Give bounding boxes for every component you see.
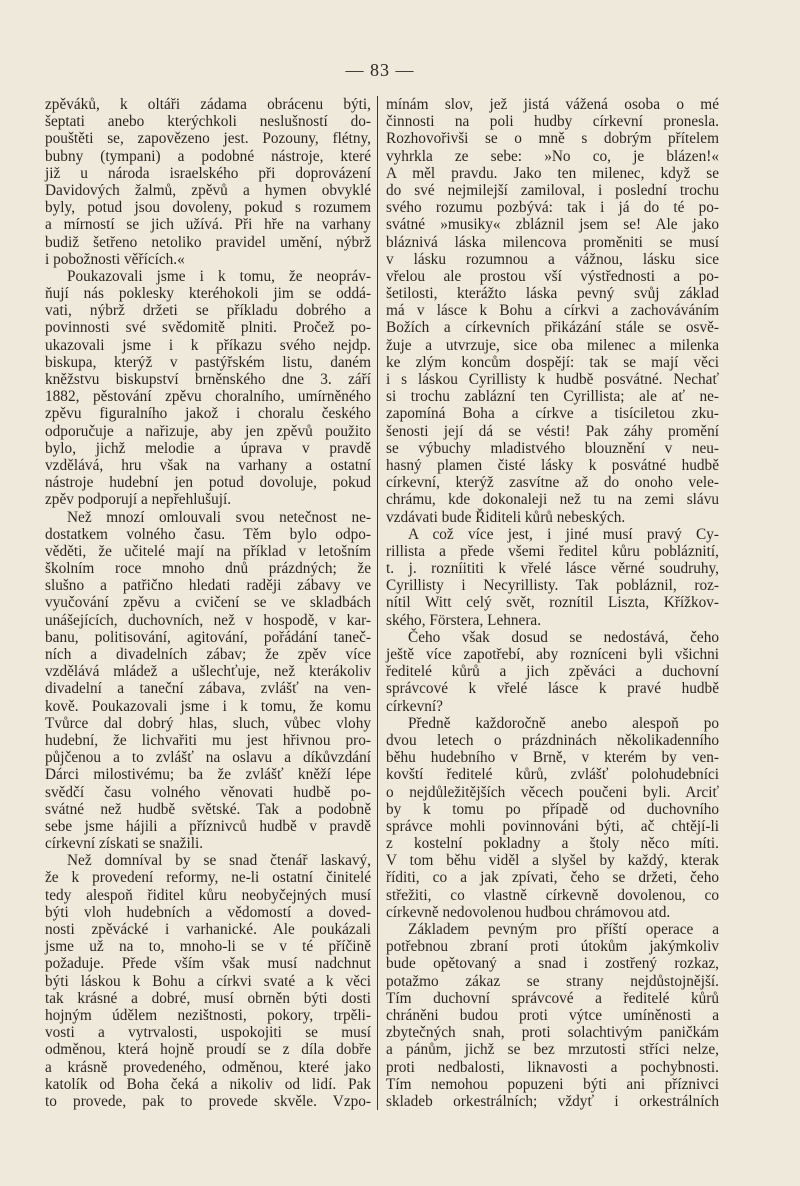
text-line: svého rozumu pozbývá: tak i já do té po-: [386, 199, 719, 217]
text-line: zpěv podporují a nepřehlušují.: [45, 491, 232, 509]
text-line: bylo, jichž melodie a úprava v pravdě: [45, 439, 371, 457]
text-line: vřelou ale prostou vší výstřednosti a po-: [386, 267, 719, 285]
text-line: proti nedbalosti, liknavosti a pochybnosti.: [386, 1058, 719, 1076]
page-number: — 83 —: [345, 60, 415, 80]
text-line: nítil Witt celý svět, roznítil Liszta, Křížkov-: [386, 594, 719, 612]
text-line: sebe jsme hájili a příznivců hudbě v pravdě: [45, 817, 371, 835]
text-line: by k tomu po případě od duchovního: [386, 800, 719, 818]
text-line: zbytečných snah, proti solachtivým paničkám: [386, 1024, 719, 1042]
text-line: o nejdůležitějších věcech poučeni byli. Arciť: [386, 783, 719, 801]
text-line: vzdělává, hru však na varhany a ostatní: [45, 456, 371, 474]
text-line: že k provedení reformy, ne-li ostatní činitelé: [45, 869, 371, 887]
text-line: církevní, kterýž zasvítne až do onoho vele-: [386, 474, 719, 492]
text-line: do své nejmilejší zamiloval, i poslední trochu: [386, 181, 719, 199]
text-line: ještě více zapotřebí, aby rozníceni byli všichni: [386, 646, 719, 663]
text-line: nástroje hudební jen potud dovoluje, pokud: [45, 474, 371, 492]
text-line: ňují nás poklesky kteréhokoli jim se oddá-: [45, 285, 371, 303]
text-line: tak krásné a dobré, musí obrněn býti dosti: [45, 989, 371, 1007]
paragraph: [45, 268, 371, 509]
text-line: odporučuje a nařizuje, aby jen zpěvů použito: [45, 422, 371, 440]
text-line: šetilosti, kterážto láska pevný svůj základ: [386, 285, 719, 303]
text-line: odměnou, která hojně proudí se z díla dobře: [45, 1041, 371, 1059]
text-line: Cyrillisty i Necyrillisty. Tak pobláznil, roz-: [386, 577, 719, 595]
text-line: Rozhovořivši se o mně s dobrým přítelem: [386, 130, 719, 148]
text-line: Než mnozí omlouvali svou netečnost ne-: [67, 508, 371, 526]
text-line: si trochu zablázní ten Cyrillista; ale ať ne-: [386, 388, 719, 406]
text-line: a pánům, jichž se bez mrzutosti stříci nelze,: [386, 1041, 719, 1059]
text-line: půjčenou a to zvlášť na oslavu a díkůvzdání: [45, 749, 371, 767]
text-line: požaduje. Přede vším však musí nadchnut: [45, 955, 371, 973]
text-line: hasný plamen čisté lásky k posvátné hudbě: [386, 456, 719, 474]
text-line: i s láskou Cyrillisty k hudbě posvátné. Nechať: [386, 371, 719, 388]
text-line: ke zlým koncům dospějí: tak se mají věci: [386, 353, 719, 371]
text-line: střežiti, co vlastně církevně dovolenou, co: [386, 886, 719, 904]
text-line: unášejících, duchovních, než v hospodě, v kar-: [45, 611, 371, 629]
text-line: býti láskou k Bohu a církvi svaté a k věci: [45, 972, 371, 990]
paragraph: [386, 526, 719, 629]
text-line: ukazovali jsme i k příkazu svého nejdp.: [45, 336, 371, 354]
text-line: byly, potud jsou dovoleny, pokud s rozumem: [45, 199, 371, 217]
text-line: kněžstvu biskupství brněnského dne 3. září: [45, 371, 371, 388]
text-line: i pobožnosti věřících.«: [45, 250, 185, 268]
text-line: ského, Förstera, Lehnera.: [386, 611, 542, 629]
text-line: vyhrkla ze sebe: »No co, je blázen!«: [386, 147, 719, 165]
text-line: Než domníval by se snad čtenář laskavý,: [67, 852, 371, 870]
text-line: bubny (tympani) a podobné nástroje, které: [45, 147, 371, 165]
paragraph: [45, 509, 371, 853]
text-line: rillista a přede všemi ředitel kůru pobláznití,: [386, 542, 719, 560]
paragraph: [386, 629, 719, 715]
text-line: nosti zpěvácké i varhanické. Ale poukázali: [45, 921, 371, 938]
text-line: v lásku rozumnou a vážnou, lásku sice: [386, 250, 719, 268]
left-column: [45, 96, 371, 1110]
text-line: potřebnou zbraní proti útokům jakýmkoliv: [386, 938, 719, 956]
text-line: činnosti na poli hudby církevní pronesla.: [386, 113, 719, 131]
text-line: Dárci milostivému; ba že zvlášť kněží lépe: [45, 766, 371, 784]
text-line: žuje a utvrzuje, sice oba milenec a milenka: [386, 336, 719, 354]
paragraph: [386, 921, 719, 1110]
text-line: jsme už na to, mnoho-li se v té příčině: [45, 938, 371, 956]
text-line: Davidových žalmů, zpěvů a hymen obvyklé: [45, 181, 371, 199]
text-line: tedy alespoň řiditel kůru neobyčejných musí: [45, 886, 371, 904]
text-line: vzdělává mládež a ušlechťuje, než kterákoliv: [45, 663, 371, 681]
text-line: bude opětovaný a snad i zostřený rozkaz,: [386, 955, 719, 973]
text-line: mínám slov, jež jistá vážená osoba o mé: [386, 96, 719, 113]
text-line: správce mohli povinnováni býti, ač chtějí-li: [386, 817, 719, 835]
text-line: věděti, že učitelé mají na příklad v letošním: [45, 542, 371, 560]
text-line: zpěváků, k oltáři zádama obrácenu býti,: [45, 96, 371, 113]
text-line: školním roce mnoho dnů prázdných; že: [45, 560, 371, 578]
paragraph: [386, 715, 719, 921]
text-line: ních a divadelních zábav; že zpěv více: [45, 646, 371, 663]
text-line: biskupa, kterýž v pastýřském listu, daném: [45, 353, 371, 371]
text-line: divadelní a taneční zábava, zvlášť na ven-: [45, 680, 371, 698]
text-line: svědčí času volného věnovati hudbě po-: [45, 783, 371, 801]
text-line: svátné než hudbě světské. Tak a podobně: [45, 800, 371, 818]
text-line: říditi, co a jak zpívati, čeho se držeti, čeho: [386, 869, 719, 887]
text-line: 1882, pěstování zpěvu choralního, umírněného: [45, 388, 371, 406]
text-line: hojným údělem nezištnosti, pokory, trpěli-: [45, 1006, 371, 1024]
text-line: svátné »musiky« zbláznil jsem se! Ale jako: [386, 216, 719, 234]
text-line: t. j. rozníititi k vřelé lásce věrné soudruhy,: [386, 560, 719, 578]
text-line: skladeb orkestrálních; vždyť i orkestrálních: [386, 1092, 719, 1110]
text-line: chráněni budou proti výtce umíněnosti a: [386, 1006, 719, 1024]
text-line: vyučování zpěvu a cvičení se ve skladbách: [45, 594, 371, 612]
text-line: katolík od Boha čeká a nikoliv od lidí. Pak: [45, 1075, 371, 1093]
text-line: zapomíná Boha a církve a tisíciletou zku-: [386, 405, 719, 423]
text-line: se výbuchy mladistvého blouznění v neu-: [386, 439, 719, 457]
text-line: dostatkem volného času. Těm bylo odpo-: [45, 525, 371, 543]
text-line: církevní?: [386, 697, 443, 715]
text-line: pouštěti se, zapovězeno jest. Pozouny, flétny,: [45, 130, 371, 148]
paragraph: [45, 96, 371, 268]
text-line: bláznivá láska milencova proměniti se musí: [386, 233, 719, 251]
text-line: Tím nemohou popuzeni býti ani příznivci: [386, 1075, 719, 1093]
text-line: budiž šetřeno netoliko pravidel umění, nýbrž: [45, 233, 371, 251]
text-line: a mírností se jich užívá. Při hře na varhany: [45, 216, 371, 234]
column-divider: [377, 96, 378, 1110]
text-line: Základem pevným pro příští operace a: [408, 921, 719, 938]
text-line: Předně každoročně anebo alespoň po: [408, 714, 719, 732]
text-line: dvou letech o prázdninách několikadenního: [386, 731, 719, 749]
text-line: církevně nedovolenou hudbou chrámovou atd.: [386, 903, 671, 921]
text-line: A což více jest, i jiné musí pravý Cy-: [408, 525, 719, 543]
text-line: vzdávati bude Řiditeli kůrů nebeských.: [386, 508, 626, 526]
text-line: potažmo zákaz se strany nejdůstojnější.: [386, 972, 719, 990]
text-line: zpěvu figuralního jakož i choralu českého: [45, 405, 371, 423]
text-line: z kostelní pokladny a štoly něco míti.: [386, 835, 719, 853]
text-line: církevní získati se snažili.: [45, 835, 204, 853]
text-line: býti vloh hudebních a vědomostí a doved-: [45, 903, 371, 921]
text-line: má v lásce k Bohu a církvi a zachováváním: [386, 302, 719, 320]
text-line: vati, nýbrž držeti se příkladu dobrého a: [45, 302, 371, 320]
text-line: Čeho však dosud se nedostává, čeho: [408, 628, 719, 646]
text-line: ředitelé kůrů a jich zpěváci a duchovní: [386, 663, 719, 681]
text-line: vosti a vytrvalosti, uspokojiti se musí: [45, 1024, 371, 1042]
text-line: správcové k vřelé lásce k pravé hudbě: [386, 680, 719, 698]
text-line: Božích a církevních přikázání stále se osvě-: [386, 319, 719, 337]
text-line: hudební, že lichvařiti mu jest hřivnou pro-: [45, 731, 371, 749]
text-line: Tvůrce dal dobrý hlas, sluch, vůbec vlohy: [45, 714, 371, 732]
text-line: chrámu, kde dokonaleji než tu na zemi slávu: [386, 491, 719, 509]
text-line: V tom běhu viděl a slyšel by každý, kterak: [386, 852, 719, 870]
paragraph: [386, 96, 719, 526]
text-line: kovští ředitelé kůrů, zvlášť polohudebníci: [386, 766, 719, 784]
text-line: běhu hudebního v Brně, v kterém by ven-: [386, 749, 719, 767]
text-line: banu, politisování, agitování, pořádání taneč-: [45, 628, 371, 646]
text-line: Poukazovali jsme i k tomu, že neopráv-: [67, 267, 371, 285]
text-line: šeptati anebo kterýchkoli neslušností do-: [45, 113, 371, 131]
text-line: kově. Poukazovali jsme i k tomu, že komu: [45, 697, 371, 715]
text-line: a krásně provedeného, odměnou, které jako: [45, 1058, 371, 1076]
text-line: slušno a patřično hledati raději zábavy ve: [45, 577, 371, 595]
text-line: šenosti její dá se vésti! Pak záhy promění: [386, 422, 719, 440]
text-line: to provede, pak to provede skvěle. Vzpo-: [45, 1092, 371, 1110]
text-line: Tím duchovní správcové a ředitelé kůrů: [386, 989, 719, 1007]
right-column: [386, 96, 719, 1110]
paragraph: [45, 852, 371, 1110]
text-line: A měl pravdu. Jako ten milenec, když se: [386, 164, 719, 182]
text-line: již u národa israelského při doprovázení: [45, 164, 371, 182]
text-line: povinnosti své svědomitě plniti. Pročež po-: [45, 319, 371, 337]
